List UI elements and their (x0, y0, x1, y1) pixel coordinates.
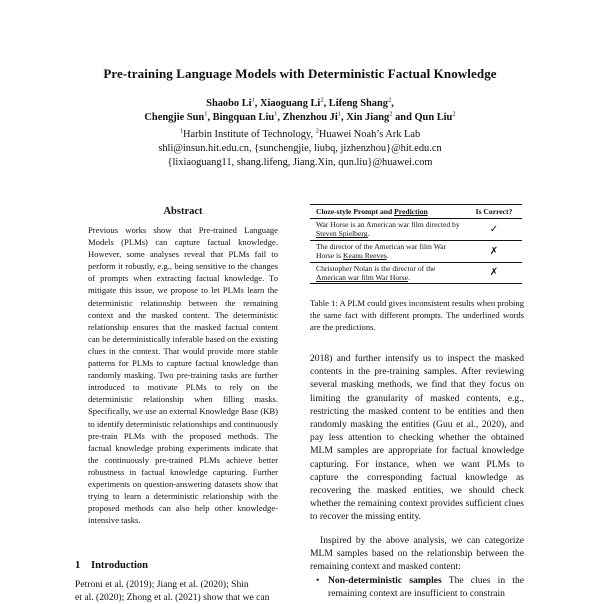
bullet-icon: • (316, 575, 320, 586)
author-line-2: Chengjie Sun$^1$, Bingquan Liu$^1$, Zhenzhou Ji$^1$, Xin Jiang$^2$ and Qun Liu$^2$ (144, 110, 456, 123)
email-line-2: {lixiaoguang11, shang.lifeng, Jiang.Xin, qun.liu}@huawei.com (167, 157, 433, 168)
author-affiliation-mark: 2 (452, 110, 456, 118)
prediction: Steven Spielberg (316, 229, 368, 239)
author-list (0, 97, 600, 125)
table-row: War Horse is an American war film directed by Steven Spielberg. ✓ (310, 219, 522, 240)
body-paragraph: Inspired by the above analysis, we can categorize MLM samples based on the relationship between the remaining context and masked content: (310, 535, 524, 573)
author-name: Bingquan Liu (212, 112, 275, 123)
author-name: Qun Liu (414, 112, 453, 123)
author-name: Zhenzhou Ji (282, 112, 338, 123)
author-affiliation-mark: 1 (204, 110, 208, 118)
author-affiliation-mark: 1 (337, 110, 342, 118)
introduction-text: Petroni et al. (2019); Jiang et al. (2020); Shin et al. (2020); Zhong et al. (2021) show that we can (75, 579, 270, 603)
author-name: Chengjie Sun (144, 112, 205, 123)
author-affiliation-mark: 1 (274, 110, 278, 118)
table-row: The director of the American war film War Horse is Keanu Reeves. ✗ (310, 241, 522, 262)
author-name: Shaobo Li (206, 98, 252, 109)
author-affiliation-mark: 2 (387, 96, 392, 104)
cross-mark: ✗ (489, 267, 499, 279)
body-paragraph: 2018) and further intensify us to inspect the masked contents in the pre-training samples. After reviewing several masking methods, we find that they focus on limiting the granularity of masked contents, e.g., restricting the masked content to be entities and then randomly masking the entities (Guu et al., 2020), and pay less attention to checking whether the obtained MLM samples are appropriate for factual knowledge capturing. For instance, when we want PLMs to capture the corresponding factual knowledge as recovering the masked entities, we should check whether the remaining context provides sufficient clues to recover the missing entity. (310, 353, 524, 523)
author-affiliation-mark: 2 (320, 96, 324, 104)
header-correct: Is Correct? (475, 207, 513, 216)
prediction: American war film War Horse (316, 273, 409, 283)
author-name: Xiaoguang Li (259, 98, 321, 109)
paper-title: Pre-training Language Models with Deterministic Factual Knowledge (103, 66, 497, 81)
author-line-1: Shaobo Li$^1$, Xiaoguang Li$^2$, Lifeng Shang$^2$, (206, 96, 394, 109)
abstract-heading: Abstract (163, 206, 203, 217)
section-heading-introduction: 1 Introduction (75, 560, 148, 571)
prediction: Keanu Reeves (343, 251, 387, 261)
table-caption: Table 1: A PLM could gives inconsistent results when probing the same fact with different prompts. The underlined words are the predictions. (310, 298, 524, 332)
table-header (310, 205, 522, 218)
check-mark: ✓ (489, 223, 499, 235)
author-affiliation-mark: 2 (389, 110, 393, 118)
results-table (310, 204, 522, 284)
bullet-item: • Non-deterministic samples The clues in the remaining context are insufficient to constrain (316, 575, 525, 599)
institution-line: $^1$Harbin Institute of Technology, $^2$Huawei Noah’s Ark Lab (179, 127, 421, 140)
table-row: Christopher Nolan is the director of the American war film War Horse. ✗ (310, 263, 522, 284)
email-line-1: shli@insun.hit.edu.cn, {sunchengjie, liubq, jizhenzhou}@hit.edu.cn (158, 143, 442, 154)
author-name: Xin Jiang (346, 112, 390, 123)
table-bottom-rule (310, 283, 522, 284)
header-prompt: Cloze-style Prompt and Prediction (316, 207, 428, 216)
affiliations (0, 128, 600, 170)
cross-mark: ✗ (489, 245, 499, 257)
abstract-text: Previous works show that Pre-trained Language Models (PLMs) can capture factual knowledge. However, some analyses reveal that PLMs fail to perform it robustly, e.g., being sensitive to the changes of prompts when extracting factual knowledge. To mitigate this issue, we propose to let PLMs learn the deterministic relationship between the remaining context and the masked content. The deterministic relationship ensures that the masked factual content can be deterministically inferable based on the existing clues in the context. That would provide more stable patterns for PLMs to capture factual knowledge than randomly masking. Two pre-training tasks are further introduced to motivate PLMs to rely on the deterministic relationship when filling masks. Specifically, we use an external Knowledge Base (KB) to identify deterministic relationships and continuously pre-train PLMs with the proposed methods. The factual knowledge probing experiments indicate that the continuously pre-trained PLMs achieve better robustness in factual knowledge capturing. Further experiments on question-answering datasets show that trying to learn a deterministic relationship with the proposed methods can also help other knowledge-intensive tasks. (88, 225, 278, 526)
author-name: Lifeng Shang (328, 98, 388, 109)
author-affiliation-mark: 1 (251, 96, 255, 104)
